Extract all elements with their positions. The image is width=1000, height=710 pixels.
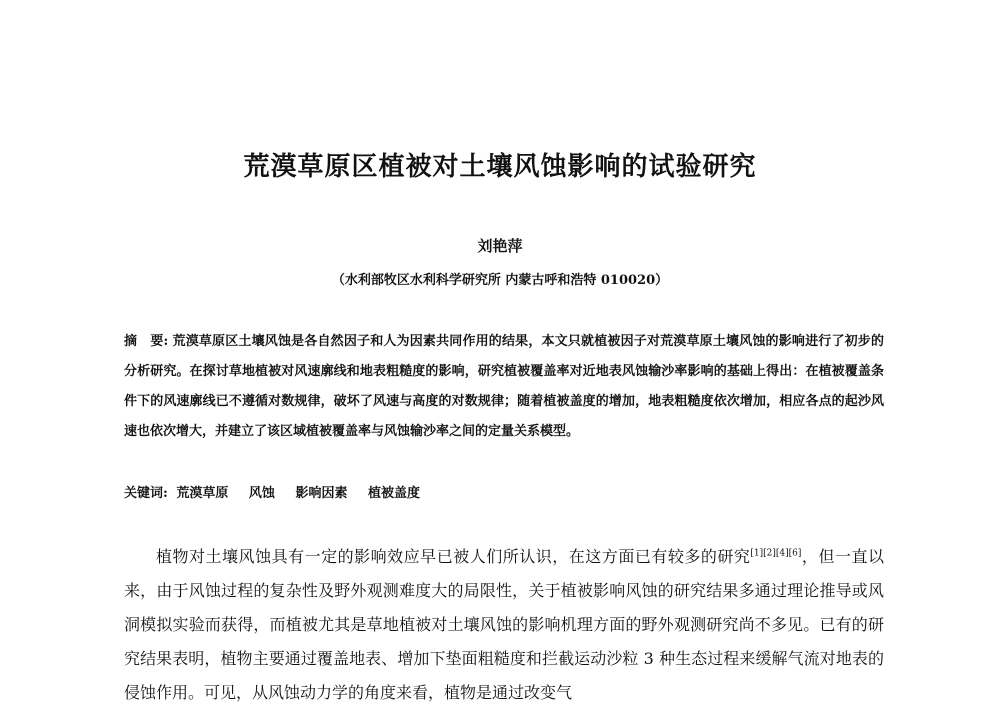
citation-refs: [1][2][4][6] — [750, 548, 802, 559]
keyword-item: 风蚀 — [248, 486, 275, 501]
paper-title: 荒漠草原区植被对土壤风蚀影响的试验研究 — [243, 152, 757, 182]
body-text-part2: ，但一直以来，由于风蚀过程的复杂性及野外观测难度大的局限性，关于植被影响风蚀的研究结果多通过理论推导或风洞模拟实验而获得，而植被尤其是草地植被对土壤风蚀的影响机理方面的野外观测研究尚不多见。已有的研究结果表明，植物主要通过覆盖地表、增加下垫面粗糙度和拦截运动沙粒 3 种生态过程来缓解气流对地表的侵蚀作用。可见，从风蚀动力学的角度来看，植物是通过改变气 — [124, 547, 884, 702]
abstract-text: 荒漠草原区土壤风蚀是各自然因子和人为因素共同作用的结果，本文只就植被因子对荒漠草原土壤风蚀的影响进行了初步的分析研究。在探讨草地植被对风速廓线和地表粗糙度的影响，研究植被覆盖率对近地表风蚀输沙率影响的基础上得出：在植被覆盖条件下的风速廓线已不遵循对数规律，破坏了风速与高度的对数规律；随着植被盖度的增加，地表粗糙度依次增加，相应各点的起沙风速也依次增大，并建立了该区域植被覆盖率与风蚀输沙率之间的定量关系模型。 — [124, 334, 884, 439]
author-affiliation: （水利部牧区水利科学研究所 内蒙古呼和浩特 010020） — [331, 273, 669, 288]
keywords — [124, 482, 884, 501]
keywords-label: 关键词: — [124, 486, 168, 501]
body-paragraph — [124, 540, 884, 710]
keyword-item: 荒漠草原 — [176, 486, 229, 501]
body-text-part1: 植物对土壤风蚀具有一定的影响效应早已被人们所认识，在这方面已有较多的研究 — [156, 547, 751, 566]
abstract-label: 摘 要: — [124, 334, 169, 349]
keyword-item: 植被盖度 — [367, 486, 420, 501]
author-name: 刘艳萍 — [477, 237, 523, 255]
abstract — [124, 327, 884, 447]
keyword-item: 影响因素 — [295, 486, 348, 501]
